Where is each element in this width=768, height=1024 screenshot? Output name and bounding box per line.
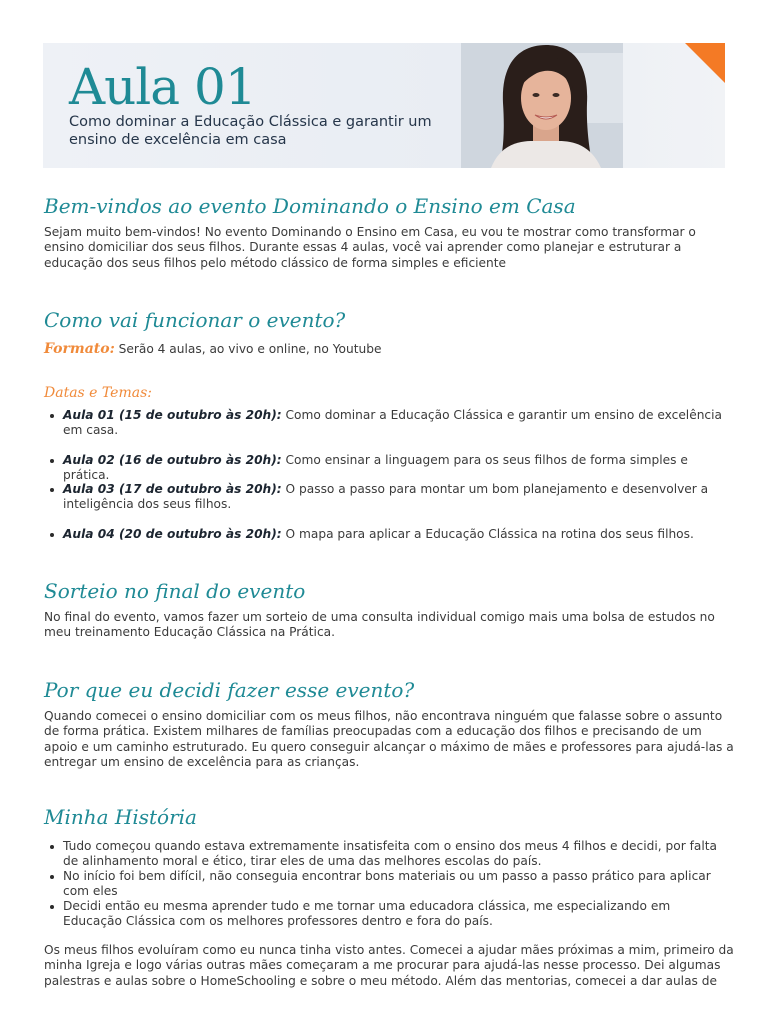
raffle-text: No final do evento, vamos fazer um sorteio de uma consulta individual comigo mais uma bolsa de estudos no meu treinamento Educação Clássica na Prática. <box>44 610 715 640</box>
format-line <box>44 342 734 357</box>
lesson-item <box>50 527 730 542</box>
story-item <box>50 839 730 870</box>
lesson-label: Aula 01 (15 de outubro às 20h): <box>63 408 282 422</box>
lesson-text: O passo a passo para montar um bom planejamento e desenvolver a inteligência dos seus filhos. <box>63 482 709 512</box>
how-heading: Como vai funcionar o evento? <box>44 308 346 332</box>
raffle-heading: Sorteio no final do evento <box>44 579 306 603</box>
lesson-text: Como dominar a Educação Clássica e garantir um ensino de excelência em casa. <box>63 408 722 438</box>
bullet-icon <box>50 533 54 537</box>
lesson-text: Como ensinar a linguagem para os seus filhos de forma simples e prática. <box>63 453 688 483</box>
story-item-text: Decidi então eu mesma aprender tudo e me tornar uma educadora clássica, me especializando em Educação Clássica com os melhores professores dentro e fora do país. <box>63 899 671 929</box>
lesson-label: Aula 03 (17 de outubro às 20h): <box>63 482 282 496</box>
story-item <box>50 899 730 930</box>
presenter-portrait-icon <box>461 43 623 168</box>
story-item-text: Tudo começou quando estava extremamente insatisfeita com o ensino dos meus 4 filhos e decidi, por falta de alinhamento moral e ético, tirar eles de uma das melhores escolas do país. <box>63 839 717 869</box>
lesson-text: O mapa para aplicar a Educação Clássica na rotina dos seus filhos. <box>285 527 694 541</box>
welcome-text: Sejam muito bem-vindos! No evento Dominando o Ensino em Casa, eu vou te mostrar como transformar o ensino domiciliar dos seus filhos. Durante essas 4 aulas, você vai aprender como planejar e estruturar a educação dos seus filhos pelo método clássico de forma simples e eficiente <box>44 225 696 270</box>
why-text: Quando comecei o ensino domiciliar com os meus filhos, não encontrava ninguém que falasse sobre o assunto de forma prática. Existem milhares de famílias preocupadas com a educação dos filhos e precisando de um apoio e um caminho estruturado. Eu quero conseguir alcançar o máximo de mães e professores para ajudá-las a entregar um ensino de excelência para as crianças. <box>44 709 734 770</box>
lesson-item <box>50 408 730 439</box>
story-item <box>50 869 730 900</box>
why-heading: Por que eu decidi fazer esse evento? <box>44 678 415 702</box>
bullet-icon <box>50 488 54 492</box>
lesson-label: Aula 02 (16 de outubro às 20h): <box>63 453 282 467</box>
corner-accent <box>685 43 725 83</box>
lesson-subtitle: Como dominar a Educação Clássica e garantir um ensino de excelência em casa <box>69 114 432 148</box>
presenter-photo <box>461 43 623 168</box>
bullet-icon <box>50 459 54 463</box>
header-banner <box>43 43 725 168</box>
format-text: Serão 4 aulas, ao vivo e online, no Youtube <box>118 342 382 356</box>
welcome-heading: Bem-vindos ao evento Dominando o Ensino em Casa <box>44 194 576 218</box>
lesson-item <box>50 453 730 484</box>
story-item-text: No início foi bem difícil, não conseguia encontrar bons materiais ou um passo a passo prático para aplicar com eles <box>63 869 711 899</box>
bullet-icon <box>50 875 54 879</box>
bullet-icon <box>50 905 54 909</box>
lesson-label: Aula 04 (20 de outubro às 20h): <box>63 527 282 541</box>
bullet-icon <box>50 414 54 418</box>
format-label: Formato: <box>44 341 115 357</box>
dates-label: Datas e Temas: <box>44 385 152 401</box>
story-heading: Minha História <box>44 805 197 829</box>
lesson-item <box>50 482 730 513</box>
lesson-title: Aula 01 <box>69 58 256 116</box>
story-text: Os meus filhos evoluíram como eu nunca tinha visto antes. Comecei a ajudar mães próximas a mim, primeiro da minha Igreja e logo várias outras mães começaram a me procurar para ajudá-las nesse processo. Dei algumas palestras e aulas sobre o HomeSchooling e sobre o meu método. Além das mentorias, comecei a dar aulas de <box>44 943 734 988</box>
bullet-icon <box>50 845 54 849</box>
